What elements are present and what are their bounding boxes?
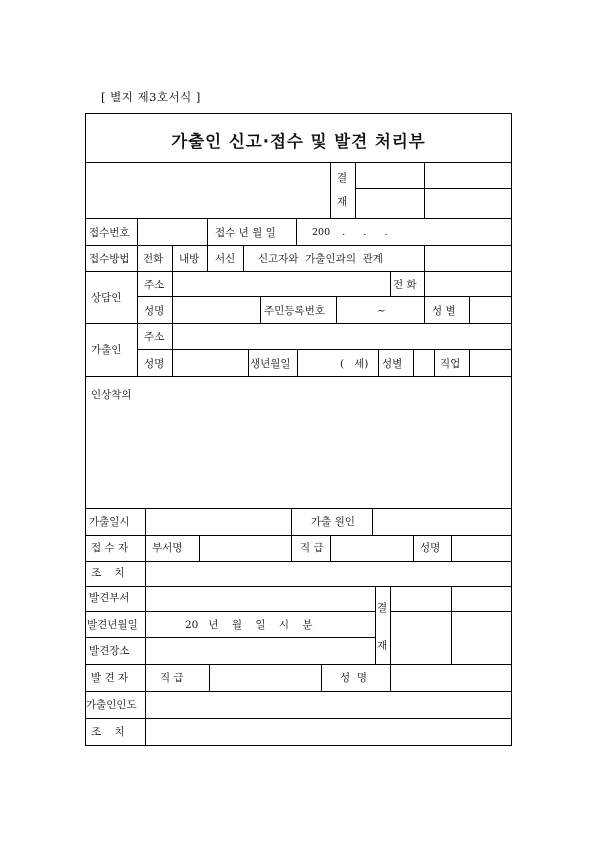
- runaway-reason-label: 가출 원인: [311, 516, 355, 528]
- found-place-field[interactable]: [146, 638, 375, 664]
- rule: [321, 664, 322, 691]
- rule: [291, 508, 292, 535]
- rank-label: 직 급: [300, 542, 324, 554]
- rule: [172, 245, 173, 271]
- rule: [424, 296, 425, 323]
- job-label: 직업: [440, 358, 461, 370]
- rule: [434, 349, 435, 376]
- rule: [248, 349, 249, 376]
- counselor-tel-field[interactable]: [425, 272, 511, 296]
- found-place-label: 발견장소: [89, 645, 130, 657]
- receipt-no-label: 접수번호: [89, 227, 130, 239]
- receipt-no-field[interactable]: [138, 219, 207, 245]
- finder-label: 발 견 자: [91, 672, 129, 684]
- rule: [390, 271, 391, 296]
- rule: [85, 376, 512, 377]
- rule: [375, 586, 376, 664]
- rule: [451, 586, 452, 664]
- relationship-label: 신고자와 가출인과의 관계: [258, 253, 383, 265]
- approval-signature-4[interactable]: [425, 189, 511, 218]
- method-letter[interactable]: 서신: [215, 253, 236, 265]
- rule: [330, 535, 331, 561]
- features-field[interactable]: [86, 405, 511, 507]
- method-phone[interactable]: 전화: [143, 253, 164, 265]
- counselor-gender-field[interactable]: [470, 297, 511, 323]
- relationship-field[interactable]: [425, 246, 511, 271]
- found-datetime-value[interactable]: 20 년 월 일 시 분: [185, 619, 313, 631]
- rule: [330, 162, 331, 218]
- resident-no-tilde[interactable]: ~: [377, 305, 386, 317]
- approval-char: 결: [337, 172, 348, 184]
- birth-label: 생년월일: [250, 358, 291, 370]
- counselor-address-field[interactable]: [173, 272, 390, 296]
- counselor-label: 상담인: [91, 292, 122, 304]
- receipt-method-label: 접수방법: [89, 253, 130, 265]
- counselor-address-label: 주소: [144, 279, 165, 291]
- approval-signature-1[interactable]: [356, 163, 424, 188]
- approval-signature-3[interactable]: [356, 189, 424, 218]
- runaway-name-field[interactable]: [173, 350, 248, 376]
- resident-no-label: 주민등록번호: [264, 305, 325, 317]
- found-dept-label: 발견부서: [89, 592, 130, 604]
- action-label: 조 치: [91, 567, 125, 579]
- rule: [296, 218, 297, 245]
- approval-signature-2[interactable]: [425, 163, 511, 188]
- runaway-address-label: 주소: [144, 331, 165, 343]
- rule: [297, 349, 298, 376]
- receipt-date-label: 접수 년 월 일: [215, 227, 276, 239]
- form-number-caption: [ 별지 제3호서식 ]: [101, 90, 201, 104]
- handover-field[interactable]: [146, 692, 511, 718]
- runaway-gender-label: 성별: [382, 358, 403, 370]
- receiver-label: 접 수 자: [91, 542, 129, 554]
- rule: [85, 535, 512, 536]
- runaway-reason-field[interactable]: [373, 509, 511, 535]
- runaway-date-field[interactable]: [146, 509, 291, 535]
- age-field[interactable]: ( 세): [340, 358, 369, 370]
- counselor-name-label: 성명: [144, 305, 165, 317]
- rule: [413, 349, 414, 376]
- rule: [85, 611, 375, 612]
- action2-field[interactable]: [146, 719, 511, 745]
- action-field[interactable]: [146, 562, 511, 586]
- finder-name-label: 성 명: [340, 672, 367, 684]
- dept-label: 부서명: [152, 542, 183, 554]
- handover-label: 가출인인도: [86, 699, 137, 711]
- runaway-address-field[interactable]: [173, 324, 511, 349]
- finder-rank-label: 직 급: [160, 672, 184, 684]
- approval-char: 결: [377, 602, 388, 614]
- runaway-label: 가출인: [91, 344, 122, 356]
- method-visit[interactable]: 내방: [179, 253, 200, 265]
- rule: [260, 296, 261, 323]
- job-field[interactable]: [470, 350, 511, 376]
- rule: [336, 296, 337, 323]
- finder-name-field[interactable]: [391, 665, 511, 691]
- found-dept-field[interactable]: [146, 587, 375, 611]
- rule: [207, 245, 208, 271]
- counselor-name-field[interactable]: [173, 297, 260, 323]
- approval-char: 재: [377, 640, 388, 652]
- features-label: 인상착의: [91, 389, 132, 401]
- counselor-tel-label: 전 화: [393, 279, 417, 291]
- rule: [243, 245, 244, 271]
- rule: [291, 535, 292, 561]
- rule: [378, 349, 379, 376]
- rule: [390, 586, 391, 664]
- finder-rank-field[interactable]: [210, 665, 321, 691]
- rule: [413, 535, 414, 561]
- form-title: 가출인 신고·접수 및 발견 처리부: [171, 132, 426, 151]
- runaway-name-label: 성명: [144, 358, 165, 370]
- found-datetime-label: 발견년월일: [87, 619, 138, 631]
- receiver-name-label: 성명: [420, 542, 441, 554]
- receipt-date-value[interactable]: 200 . . .: [312, 227, 388, 238]
- action2-label: 조 치: [91, 726, 125, 738]
- counselor-gender-label: 성 별: [432, 305, 456, 317]
- rule: [451, 535, 452, 561]
- dept-field[interactable]: [200, 536, 291, 561]
- rule: [207, 218, 208, 245]
- runaway-date-label: 가출일시: [89, 516, 130, 528]
- approval-char: 재: [337, 196, 348, 208]
